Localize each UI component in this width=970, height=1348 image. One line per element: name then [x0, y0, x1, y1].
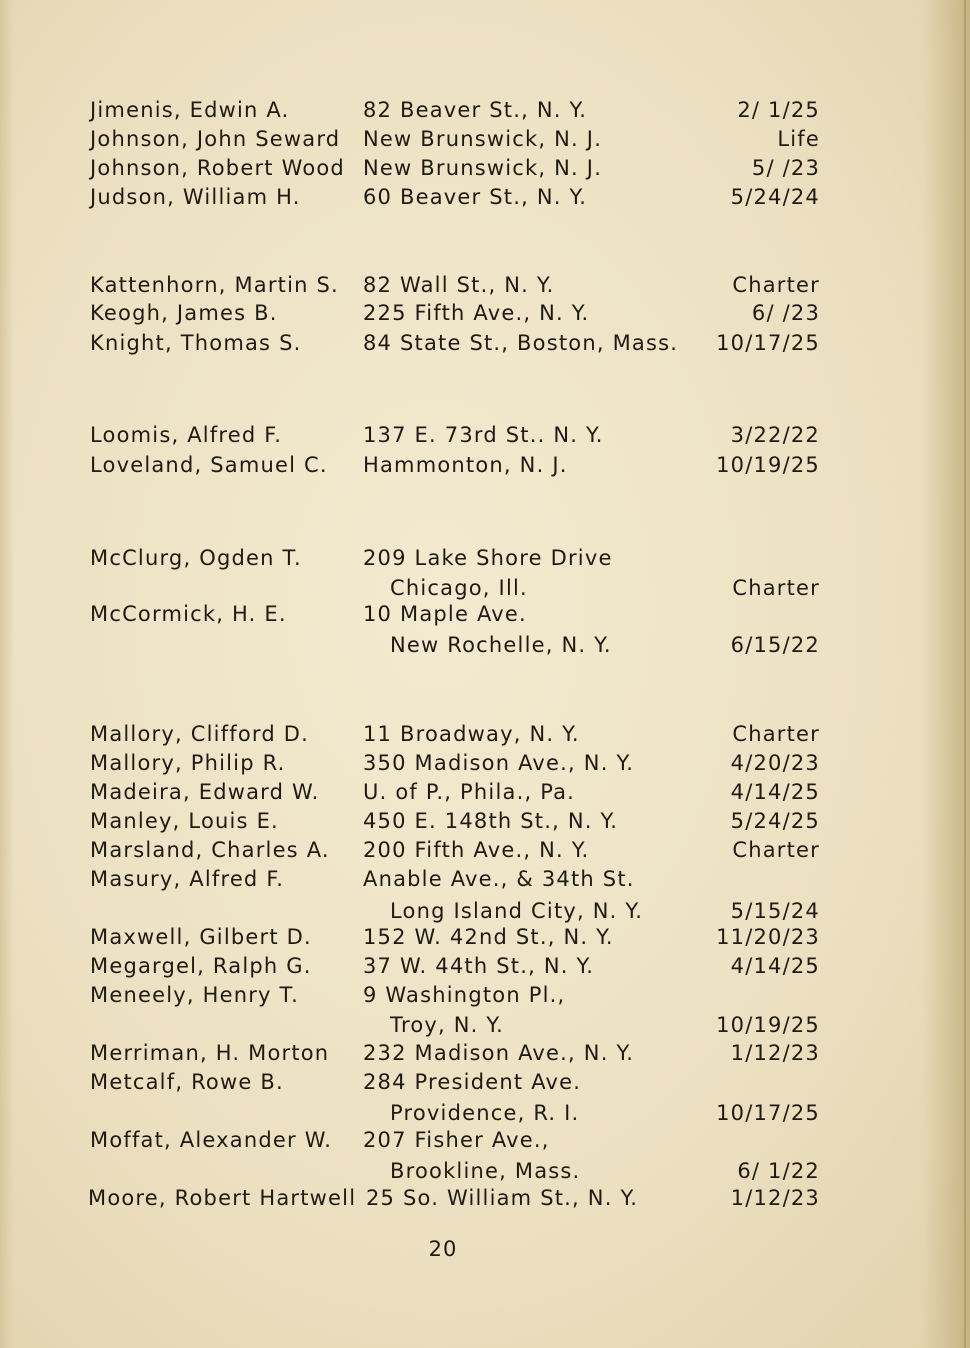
member-name: Knight, Thomas S.: [90, 331, 302, 355]
list-item: [0, 420, 970, 450]
member-address: 232 Madison Ave., N. Y.: [363, 1041, 635, 1065]
member-address: 137 E. 73rd St.. N. Y.: [363, 423, 604, 447]
member-address: 225 Fifth Ave., N. Y.: [363, 301, 590, 325]
member-address: 350 Madison Ave., N. Y.: [363, 751, 635, 775]
member-name: Moffat, Alexander W.: [90, 1128, 333, 1152]
list-item: [0, 835, 970, 865]
member-address: 207 Fisher Ave.,: [363, 1128, 550, 1152]
member-address: New Brunswick, N. J.: [363, 127, 603, 151]
list-item: [0, 980, 970, 1010]
member-date: 10/17/25: [716, 1101, 820, 1125]
member-address: 82 Beaver St., N. Y.: [363, 98, 588, 122]
member-date: 6/15/22: [730, 633, 820, 657]
list-item: [0, 599, 970, 629]
member-date: 4/14/25: [730, 780, 820, 804]
member-address: New Brunswick, N. J.: [363, 156, 603, 180]
member-date: 5/24/24: [730, 185, 820, 209]
member-date: 4/14/25: [730, 954, 820, 978]
member-address: 82 Wall St., N. Y.: [363, 273, 555, 297]
list-item-continuation: [0, 630, 970, 660]
member-name: Madeira, Edward W.: [90, 780, 320, 804]
member-date: Life: [777, 127, 820, 151]
member-name: McCormick, H. E.: [90, 602, 287, 626]
list-item: [0, 1067, 970, 1097]
member-name: Loomis, Alfred F.: [90, 423, 283, 447]
list-item: [0, 719, 970, 749]
list-item: [0, 124, 970, 154]
member-name: Jimenis, Edwin A.: [90, 98, 290, 122]
member-address: 209 Lake Shore Drive: [363, 546, 613, 570]
member-address: Anable Ave., & 34th St.: [363, 867, 635, 891]
list-item-continuation: [0, 1098, 970, 1128]
list-item: [0, 806, 970, 836]
member-date: 5/24/25: [730, 809, 820, 833]
member-date: 1/12/23: [730, 1186, 820, 1210]
member-date: Charter: [732, 576, 820, 600]
member-date: 10/19/25: [716, 453, 820, 477]
member-address-line2: Long Island City, N. Y.: [390, 899, 644, 923]
list-item: [0, 95, 970, 125]
list-item: [0, 298, 970, 328]
list-item: [0, 153, 970, 183]
member-address: 84 State St., Boston, Mass.: [363, 331, 679, 355]
list-item: [0, 951, 970, 981]
list-item-continuation: [0, 1010, 970, 1040]
member-date: 11/20/23: [716, 925, 820, 949]
member-name: McClurg, Ogden T.: [90, 546, 302, 570]
list-item: [0, 450, 970, 480]
member-name: Manley, Louis E.: [90, 809, 279, 833]
member-address: 37 W. 44th St., N. Y.: [363, 954, 595, 978]
member-name: Maxwell, Gilbert D.: [90, 925, 312, 949]
member-address: 450 E. 148th St., N. Y.: [363, 809, 619, 833]
member-address-line2: New Rochelle, N. Y.: [390, 633, 612, 657]
member-address-line2: Providence, R. I.: [390, 1101, 580, 1125]
list-item: [0, 182, 970, 212]
list-item: [0, 1038, 970, 1068]
member-date: 6/ /23: [751, 301, 820, 325]
member-name: Megargel, Ralph G.: [90, 954, 312, 978]
list-item: [0, 1125, 970, 1155]
member-name: Johnson, Robert Wood: [90, 156, 345, 180]
member-address: 11 Broadway, N. Y.: [363, 722, 580, 746]
list-item: [0, 864, 970, 894]
member-name: Meneely, Henry T.: [90, 983, 299, 1007]
member-date: Charter: [732, 722, 820, 746]
member-date: 10/17/25: [716, 331, 820, 355]
member-address: 200 Fifth Ave., N. Y.: [363, 838, 590, 862]
member-date: Charter: [732, 273, 820, 297]
list-item: [0, 543, 970, 573]
member-address: U. of P., Phila., Pa.: [363, 780, 576, 804]
member-name: Merriman, H. Morton: [90, 1041, 330, 1065]
member-date: 5/ /23: [751, 156, 820, 180]
member-date: 6/ 1/22: [737, 1159, 820, 1183]
member-date: 2/ 1/25: [737, 98, 820, 122]
list-item-continuation: [0, 1156, 970, 1186]
list-item: [0, 922, 970, 952]
member-address: 25 So. William St., N. Y.: [366, 1186, 639, 1210]
member-name: Metcalf, Rowe B.: [90, 1070, 284, 1094]
member-address: 60 Beaver St., N. Y.: [363, 185, 588, 209]
member-address: 284 President Ave.: [363, 1070, 582, 1094]
member-name: Mallory, Philip R.: [90, 751, 286, 775]
member-address: 152 W. 42nd St., N. Y.: [363, 925, 614, 949]
member-date: 4/20/23: [730, 751, 820, 775]
member-name: Mallory, Clifford D.: [90, 722, 309, 746]
member-address: Hammonton, N. J.: [363, 453, 568, 477]
member-name: Masury, Alfred F.: [90, 867, 285, 891]
member-name: Kattenhorn, Martin S.: [90, 273, 339, 297]
member-address: 9 Washington Pl.,: [363, 983, 566, 1007]
member-name: Johnson, John Seward: [90, 127, 341, 151]
member-date: 1/12/23: [730, 1041, 820, 1065]
list-item: [0, 748, 970, 778]
list-item: [0, 270, 970, 300]
member-name: Loveland, Samuel C.: [90, 453, 328, 477]
member-date: 5/15/24: [730, 899, 820, 923]
member-address-line2: Chicago, Ill.: [390, 576, 528, 600]
page-number: 20: [428, 1237, 458, 1261]
member-date: 3/22/22: [730, 423, 820, 447]
list-item: [0, 777, 970, 807]
member-address-line2: Brookline, Mass.: [390, 1159, 581, 1183]
list-item: [0, 328, 970, 358]
list-item: [0, 1183, 970, 1213]
member-date: Charter: [732, 838, 820, 862]
member-address: 10 Maple Ave.: [363, 602, 527, 626]
member-name: Moore, Robert Hartwell: [88, 1186, 357, 1210]
member-date: 10/19/25: [716, 1013, 820, 1037]
member-address-line2: Troy, N. Y.: [390, 1013, 505, 1037]
member-name: Keogh, James B.: [90, 301, 278, 325]
member-name: Judson, William H.: [90, 185, 301, 209]
member-name: Marsland, Charles A.: [90, 838, 330, 862]
